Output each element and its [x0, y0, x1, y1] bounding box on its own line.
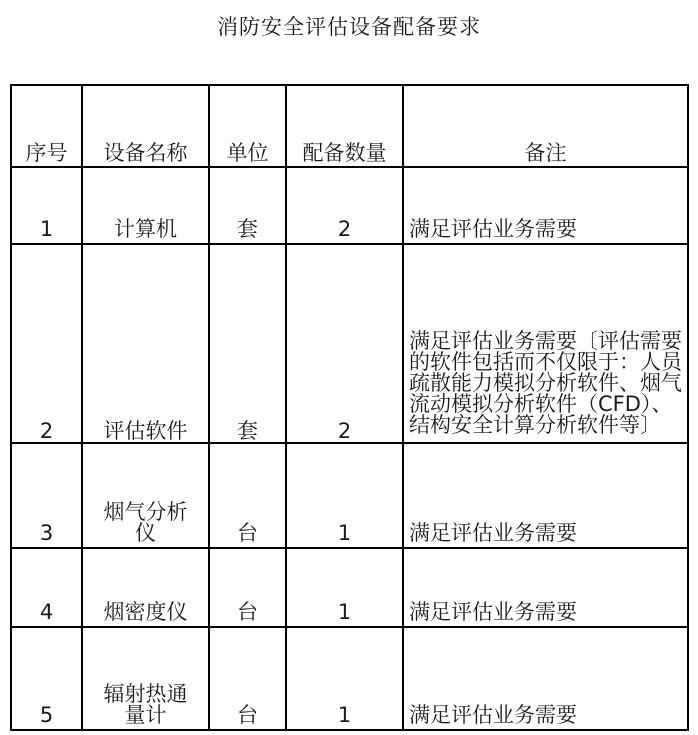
cell-no: 4: [11, 548, 82, 627]
table-row: [11, 627, 688, 730]
equipment-table: [10, 84, 689, 731]
header-unit: 单位: [209, 85, 286, 167]
cell-remark: 满足评估业务需要: [403, 443, 688, 548]
cell-no: 1: [11, 167, 82, 244]
cell-unit: 套: [209, 244, 286, 443]
cell-qty: 1: [286, 627, 403, 730]
cell-unit: 台: [209, 548, 286, 627]
cell-remark: 满足评估业务需要: [403, 627, 688, 730]
table-row: [11, 244, 688, 443]
cell-no: 3: [11, 443, 82, 548]
cell-name: 评估软件: [82, 244, 209, 443]
table-row: [11, 548, 688, 627]
header-remark: 备注: [403, 85, 688, 167]
cell-name: 计算机: [82, 167, 209, 244]
header-name: 设备名称: [82, 85, 209, 167]
page-title: 消防安全评估设备配备要求: [217, 15, 481, 39]
cell-unit: 台: [209, 443, 286, 548]
header-qty: 配备数量: [286, 85, 403, 167]
cell-name-text: 辐射热通量计: [103, 682, 188, 727]
cell-qty: 1: [286, 443, 403, 548]
cell-name: [82, 627, 209, 730]
cell-unit: 台: [209, 627, 286, 730]
cell-qty: 2: [286, 244, 403, 443]
cell-name-text: 烟气分析仪: [103, 500, 188, 545]
cell-name: 烟密度仪: [82, 548, 209, 627]
cell-no: 5: [11, 627, 82, 730]
cell-name: [82, 443, 209, 548]
cell-remark: 满足评估业务需要: [403, 548, 688, 627]
table-header-row: [11, 85, 688, 167]
cell-remark-text: 满足评估业务需要〔评估需要的软件包括而不仅限于：人员疏散能力模拟分析软件、烟气流动模拟分析软件（CFD）、结构安全计算分析软件等〕: [409, 329, 682, 437]
table-row: [11, 443, 688, 548]
cell-no: 2: [11, 244, 82, 443]
cell-qty: 2: [286, 167, 403, 244]
cell-remark: [403, 244, 688, 443]
header-no: 序号: [11, 85, 82, 167]
cell-qty: 1: [286, 548, 403, 627]
cell-unit: 套: [209, 167, 286, 244]
table-row: [11, 167, 688, 244]
cell-remark: 满足评估业务需要: [403, 167, 688, 244]
